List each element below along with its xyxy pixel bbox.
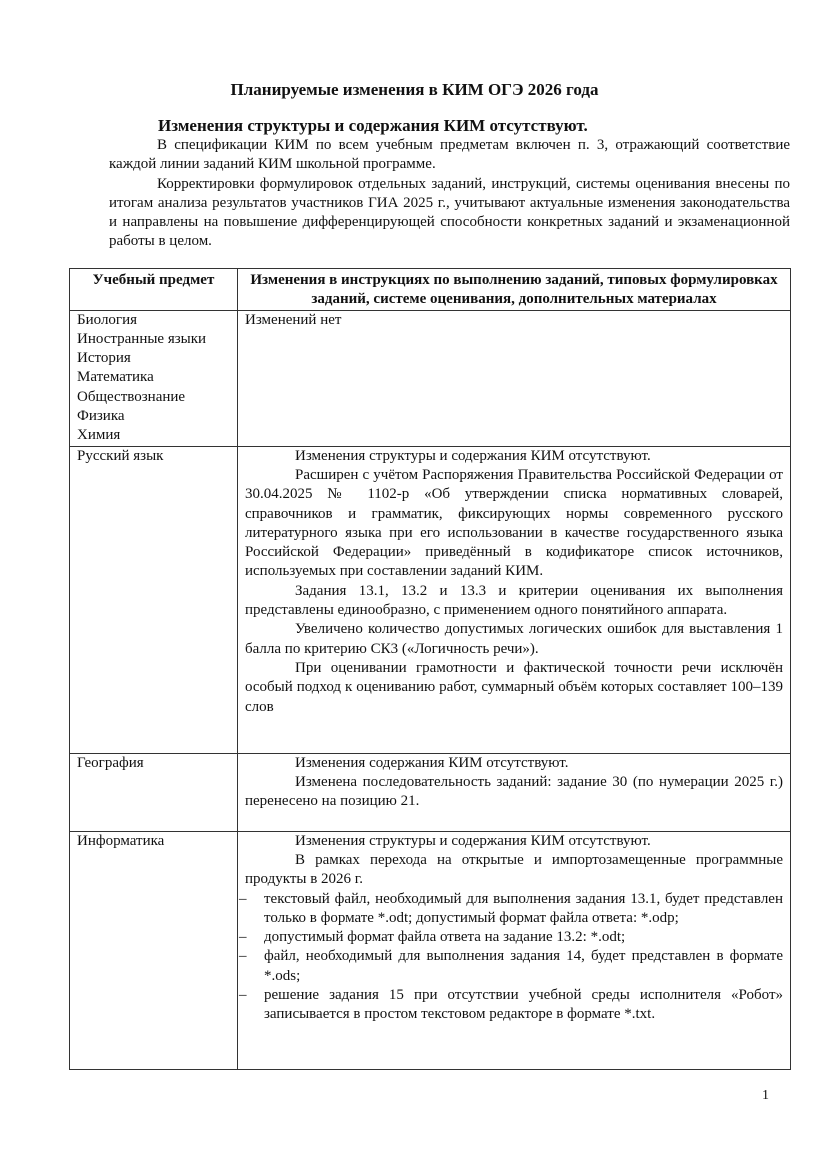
table-row	[70, 446, 791, 753]
list-item-text: текстовый файл, необходимый для выполнения задания 13.1, будет представлен только в формате *.odt; допустимый формат файла ответа: *.odp;	[264, 890, 783, 926]
table-row	[70, 310, 791, 446]
list-item-text: допустимый формат файла ответа на задание 13.2: *.odt;	[264, 929, 626, 946]
list-item	[239, 947, 783, 986]
page-number: 1	[762, 1088, 769, 1103]
dash-marker: –	[239, 890, 247, 907]
subject-name: Физика	[77, 408, 125, 425]
list-item-text: файл, необходимый для выполнения задания 14, будет представлен в формате *.ods;	[264, 948, 783, 984]
header-subject: Учебный предмет	[70, 269, 238, 311]
subject-name: Химия	[77, 427, 121, 444]
table-header-row	[70, 269, 791, 311]
intro-section	[109, 136, 790, 252]
change-paragraph: Увеличено количество допустимых логических ошибок для выставления 1 балла по критерию СК3 («Логичность речи»).	[245, 621, 783, 657]
change-paragraph: Расширен с учётом Распоряжения Правительства Российской Федерации от 30.04.2025 № 1102-р «Об утверждении списка нормативных словарей, справочников и грамматик, фиксирующих нормы современного русского литературного языка при его использовании в качестве государственного языка Российской Федерации» приведённый в кодификаторе список источников, используемых при составлении заданий КИМ.	[245, 466, 783, 580]
table-row	[70, 753, 791, 831]
subject-name: История	[77, 350, 131, 367]
changes-cell	[238, 753, 791, 831]
intro-paragraph: В спецификации КИМ по всем учебным предметам включен п. 3, отражающий соответствие каждой линии заданий КИМ школьной программе.	[109, 137, 790, 173]
subject-name: Математика	[77, 369, 154, 386]
subject-name: Иностранные языки	[77, 330, 207, 347]
list-item	[239, 928, 783, 947]
subject-cell: Информатика	[70, 831, 238, 1069]
change-list	[239, 890, 783, 1025]
change-paragraph: Изменения структуры и содержания КИМ отсутствуют.	[295, 447, 651, 464]
header-changes: Изменения в инструкциях по выполнению заданий, типовых формулировках заданий, системе оценивания, дополнительных материалах	[238, 269, 791, 311]
dash-marker: –	[239, 948, 247, 965]
intro-paragraph: Корректировки формулировок отдельных заданий, инструкций, системы оценивания внесены по итогам анализа результатов участников ГИА 2025 г., учитывают актуальные изменения законодательства и направлены на повышение дифференцирующей способности конкретных заданий и экзаменационной работы в целом.	[109, 175, 790, 250]
list-item	[239, 986, 783, 1025]
subject-name: Обществознание	[77, 388, 186, 405]
no-changes-text: Изменений нет	[245, 311, 342, 328]
document-subtitle: Изменения структуры и содержания КИМ отсутствуют.	[158, 116, 588, 135]
change-paragraph: Изменена последовательность заданий: задание 30 (по нумерации 2025 г.) перенесено на позицию 21.	[245, 773, 783, 810]
change-paragraph: Изменения содержания КИМ отсутствуют.	[295, 754, 569, 771]
change-paragraph: При оценивании грамотности и фактической точности речи исключён особый подход к оцениванию работ, суммарный объём которых составляет 100–139 слов	[245, 659, 783, 715]
changes-cell	[238, 831, 791, 1069]
subject-name: Биология	[77, 311, 138, 328]
dash-marker: –	[239, 929, 247, 946]
change-paragraph: Изменения структуры и содержания КИМ отсутствуют.	[295, 832, 651, 849]
subject-cell: География	[70, 753, 238, 831]
change-paragraph: Задания 13.1, 13.2 и 13.3 и критерии оценивания их выполнения представлены единообразно, с применением одного понятийного аппарата.	[245, 582, 783, 619]
changes-cell	[238, 310, 791, 446]
change-paragraph: В рамках перехода на открытые и импортозамещенные программные продукты в 2026 г.	[245, 851, 783, 888]
subject-cell: Русский язык	[70, 446, 238, 753]
table-row	[70, 831, 791, 1069]
list-item	[239, 890, 783, 929]
list-item-text: решение задания 15 при отсутствии учебной среды исполнителя «Робот» записывается в простом текстовом редакторе в формате *.txt.	[264, 987, 783, 1023]
document-title: Планируемые изменения в КИМ ОГЭ 2026 года	[230, 80, 599, 99]
subjects-cell	[70, 310, 238, 446]
changes-cell	[238, 446, 791, 753]
dash-marker: –	[239, 987, 247, 1004]
changes-table	[69, 268, 791, 1070]
